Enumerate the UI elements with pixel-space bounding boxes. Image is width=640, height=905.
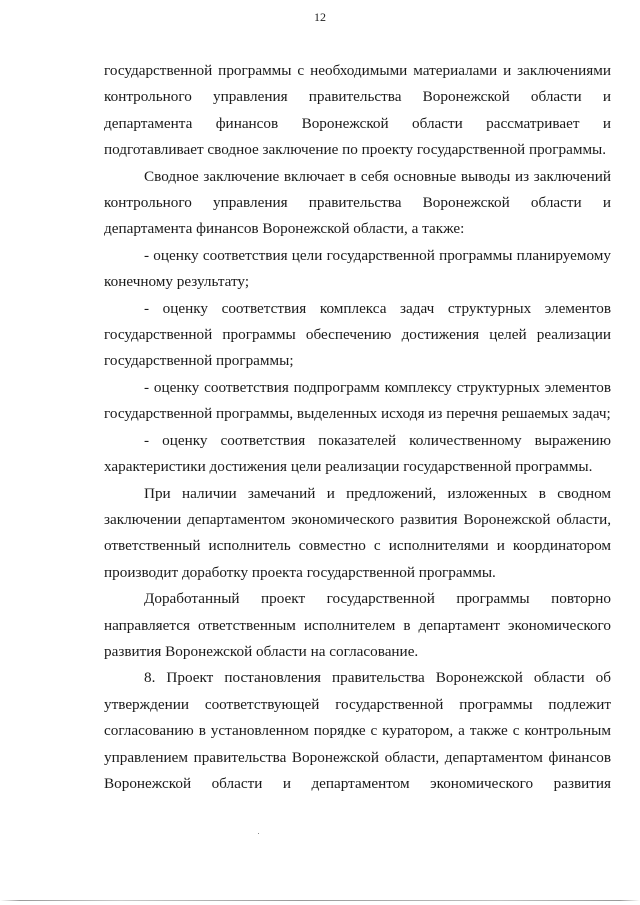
paragraph-resubmission: Доработанный проект государственной программы повторно направляется ответственным исполнителем в департамент экономического развития Воронежской области на согласование. [104,590,611,660]
page-number: 12 [314,10,326,24]
document-body [104,58,611,797]
scan-speck [258,833,259,834]
paragraph-remarks: При наличии замечаний и предложений, изложенных в сводном заключении департаментом экономического развития Воронежской области, ответственный исполнитель совместно с исполнителями и координатором производит доработку проекта государственной программы. [104,484,611,581]
paragraph-continuation: государственной программы с необходимыми материалами и заключениями контрольного управления правительства Воронежской области и департамента финансов Воронежской области рассматривает и подготавливает сводное заключение по проекту государственной программы. [104,62,611,159]
list-item-goal-assessment: - оценку соответствия цели государственной программы планируемому конечному результату; [104,246,611,291]
list-item-subprograms-assessment: - оценку соответствия подпрограмм комплексу структурных элементов государственной программы, выделенных исходя из перечня решаемых задач; [104,378,611,423]
scan-edge-line [0,900,640,901]
paragraph-summary-intro: Сводное заключение включает в себя основные выводы из заключений контрольного управления правительства Воронежской области и департамента финансов Воронежской области, а также: [104,167,611,238]
list-item-tasks-assessment: - оценку соответствия комплекса задач структурных элементов государственной программы обеспечению достижения целей реализации государственной программы; [104,299,611,370]
list-item-indicators-assessment: - оценку соответствия показателей количественному выражению характеристики достижения цели реализации государственной программы. [104,431,611,476]
paragraph-item-8: 8. Проект постановления правительства Воронежской области об утверждении соответствующей государственной программы подлежит согласованию в установленном порядке с куратором, а также с контрольным управлением правительства Воронежской области, департаментом финансов Воронежской области и департаментом экономического развития [104,669,611,792]
